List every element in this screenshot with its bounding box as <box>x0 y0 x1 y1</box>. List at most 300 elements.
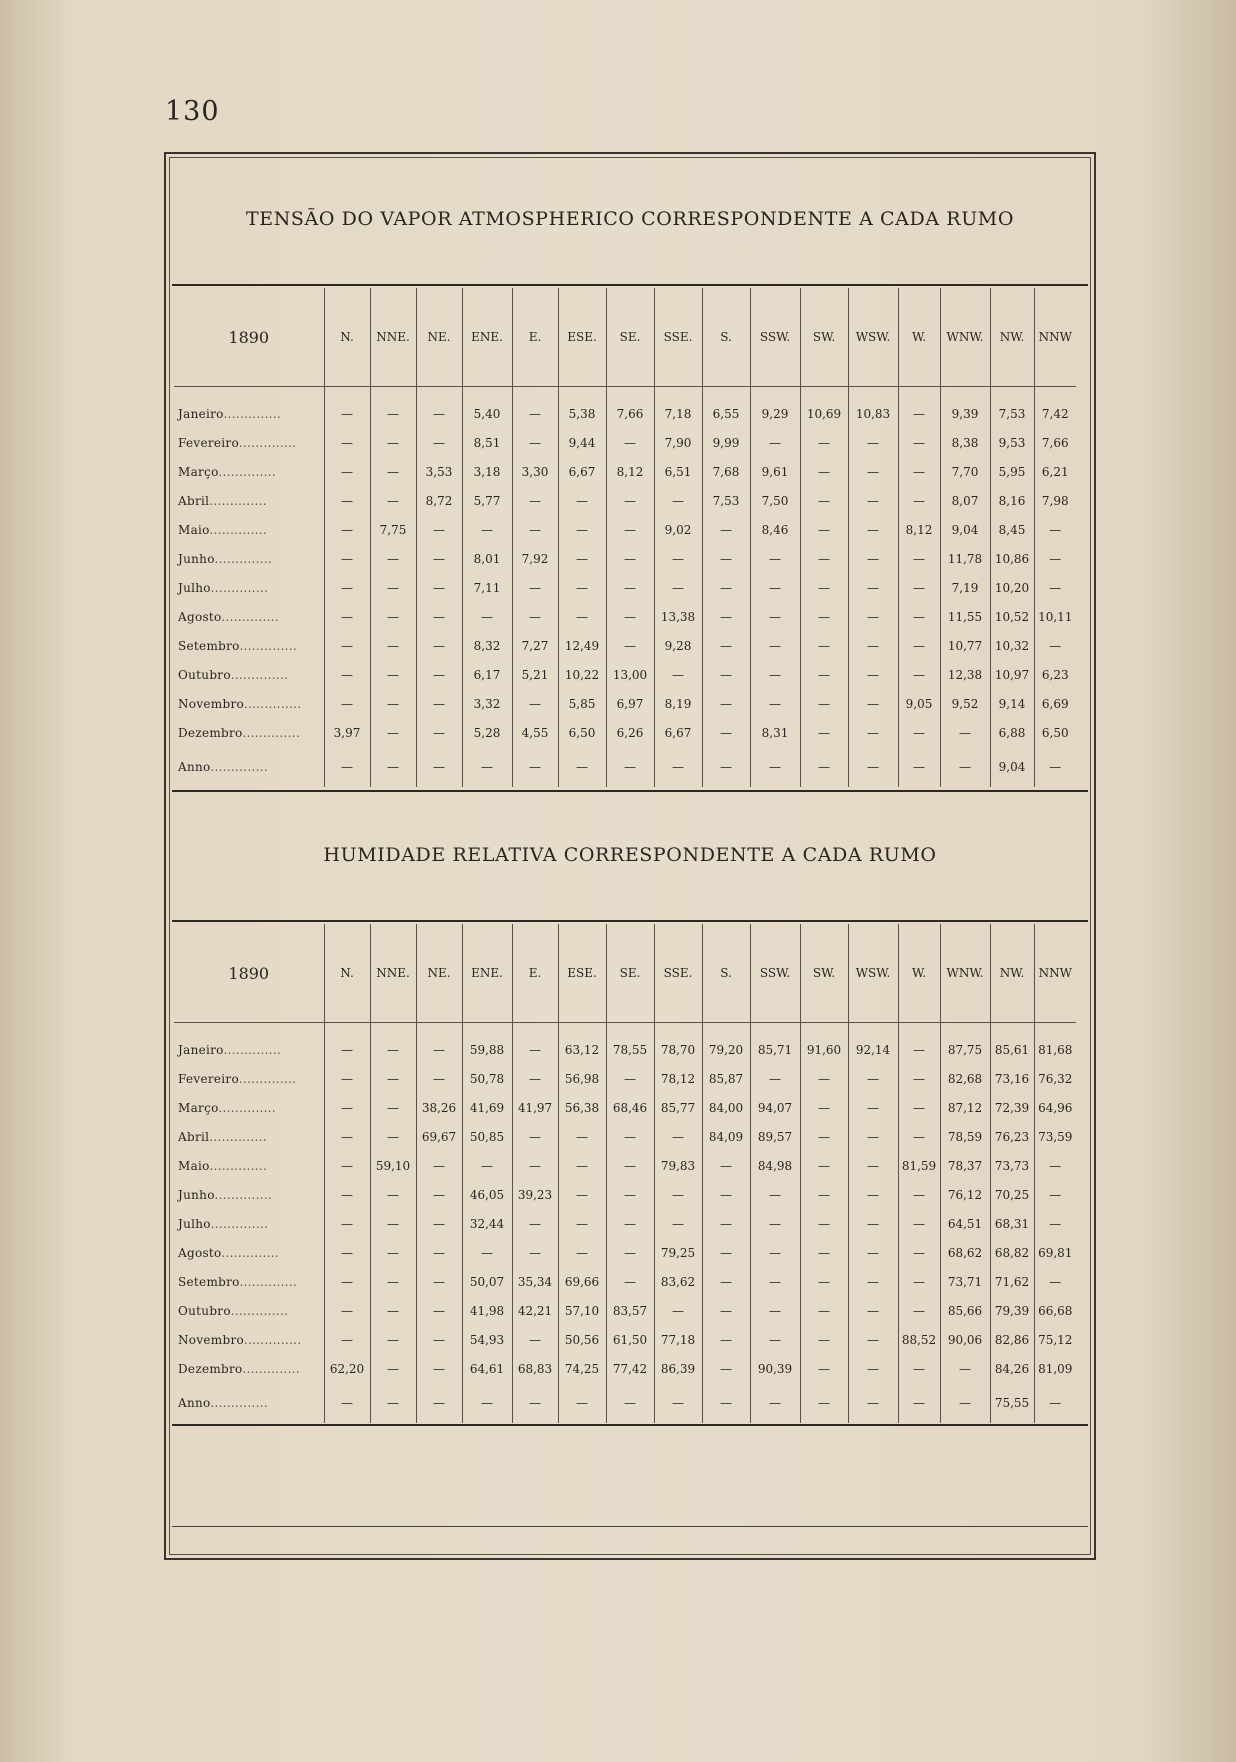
table-cell: — <box>898 573 940 602</box>
table-cell: 3,18 <box>462 457 512 486</box>
table-cell: — <box>558 1151 606 1180</box>
year-header: 1890 <box>174 288 324 387</box>
table-cell: — <box>370 1383 416 1423</box>
table-cell: 79,83 <box>654 1151 702 1180</box>
table-cell: 78,59 <box>940 1122 990 1151</box>
leader-dots: .............. <box>210 760 268 774</box>
month-name: Setembro <box>178 638 240 653</box>
table-cell: 90,06 <box>940 1325 990 1354</box>
table-cell: — <box>512 428 558 457</box>
table-cell: — <box>750 631 800 660</box>
table-cell: — <box>940 1354 990 1383</box>
table-cell: — <box>324 1064 370 1093</box>
month-name: Agosto <box>178 1245 222 1260</box>
table-cell: — <box>416 1238 462 1267</box>
table-cell: 10,77 <box>940 631 990 660</box>
table-cell: — <box>940 747 990 787</box>
table-cell: — <box>654 1122 702 1151</box>
table-row <box>174 1296 1076 1325</box>
table-cell: 81,09 <box>1034 1354 1076 1383</box>
table-cell: — <box>800 515 848 544</box>
table-cell: — <box>416 515 462 544</box>
table-cell: — <box>898 1180 940 1209</box>
table-cell: — <box>848 718 898 747</box>
table-cell: 10,86 <box>990 544 1034 573</box>
direction-header: NNE. <box>370 288 416 387</box>
table-cell: — <box>940 1383 990 1423</box>
table-cell: — <box>370 1209 416 1238</box>
table-row <box>174 718 1076 747</box>
table-cell: — <box>606 515 654 544</box>
direction-header: SE. <box>606 924 654 1023</box>
table-cell: — <box>558 573 606 602</box>
table-row <box>174 1151 1076 1180</box>
table-cell: 82,86 <box>990 1325 1034 1354</box>
table-cell: — <box>558 747 606 787</box>
table-cell: 69,81 <box>1034 1238 1076 1267</box>
table-cell: 6,55 <box>702 399 750 428</box>
month-label <box>174 486 324 515</box>
table-cell: — <box>898 660 940 689</box>
table-cell: — <box>654 573 702 602</box>
table-cell: — <box>512 1238 558 1267</box>
month-label <box>174 1093 324 1122</box>
table-cell: — <box>750 428 800 457</box>
table-cell: 6,50 <box>558 718 606 747</box>
table-row <box>174 631 1076 660</box>
direction-header: SW. <box>800 924 848 1023</box>
table-cell: 32,44 <box>462 1209 512 1238</box>
table-cell: — <box>606 428 654 457</box>
table-cell: — <box>416 660 462 689</box>
table-cell: — <box>462 747 512 787</box>
table-cell: 7,98 <box>1034 486 1076 515</box>
direction-header: SSE. <box>654 288 702 387</box>
table-cell: — <box>848 1267 898 1296</box>
table-cell: — <box>800 1209 848 1238</box>
month-name: Dezembro <box>178 725 243 740</box>
table-cell: 8,46 <box>750 515 800 544</box>
table-cell: — <box>898 544 940 573</box>
leader-dots: .............. <box>210 1396 268 1410</box>
table-cell: 84,09 <box>702 1122 750 1151</box>
leader-dots: .............. <box>209 1129 267 1144</box>
table-cell: 8,31 <box>750 718 800 747</box>
table-cell: — <box>1034 1180 1076 1209</box>
table-cell: 7,70 <box>940 457 990 486</box>
table-cell: — <box>324 1238 370 1267</box>
month-label <box>174 602 324 631</box>
table1-bottom-rule <box>172 790 1088 792</box>
table-cell: 8,72 <box>416 486 462 515</box>
table-cell: 35,34 <box>512 1267 558 1296</box>
table-cell: — <box>324 1151 370 1180</box>
table-cell: 6,26 <box>606 718 654 747</box>
table-cell: 79,20 <box>702 1035 750 1064</box>
table-cell: — <box>800 602 848 631</box>
table-cell: — <box>324 573 370 602</box>
table-cell: — <box>370 1180 416 1209</box>
table-cell: 62,20 <box>324 1354 370 1383</box>
table-cell: — <box>898 1093 940 1122</box>
table-cell: — <box>702 1325 750 1354</box>
table-cell: — <box>512 573 558 602</box>
table-cell: — <box>702 631 750 660</box>
table-cell: 75,55 <box>990 1383 1034 1423</box>
month-name: Junho <box>178 551 215 566</box>
table-cell: — <box>1034 1383 1076 1423</box>
leader-dots: .............. <box>209 522 268 537</box>
leader-dots: .............. <box>238 435 297 450</box>
table-cell: — <box>898 1238 940 1267</box>
table-cell: — <box>606 1238 654 1267</box>
table-cell: 68,31 <box>990 1209 1034 1238</box>
month-name: Outubro <box>178 667 231 682</box>
direction-header: WNW. <box>940 924 990 1023</box>
header-row <box>174 288 1076 387</box>
table-cell: — <box>702 515 750 544</box>
month-label <box>174 428 324 457</box>
table-cell: 81,68 <box>1034 1035 1076 1064</box>
table-cell: — <box>702 573 750 602</box>
month-name: Novembro <box>178 696 244 711</box>
leader-dots: .............. <box>221 1245 279 1260</box>
table-cell: 8,16 <box>990 486 1034 515</box>
table-cell: 54,93 <box>462 1325 512 1354</box>
table-cell: — <box>512 1383 558 1423</box>
leader-dots: .............. <box>210 580 269 595</box>
table-cell: — <box>848 486 898 515</box>
table-cell: — <box>848 515 898 544</box>
table-cell: 78,12 <box>654 1064 702 1093</box>
month-name: Agosto <box>178 609 222 624</box>
table-cell: 41,69 <box>462 1093 512 1122</box>
table-cell: — <box>898 1035 940 1064</box>
table-cell: — <box>848 602 898 631</box>
leader-dots: .............. <box>221 609 279 624</box>
table-cell: 76,32 <box>1034 1064 1076 1093</box>
direction-header: NNW <box>1034 288 1076 387</box>
table-cell: 39,23 <box>512 1180 558 1209</box>
table-cell: — <box>512 1035 558 1064</box>
table-cell: 8,32 <box>462 631 512 660</box>
table-cell: — <box>800 457 848 486</box>
table-cell: — <box>848 1209 898 1238</box>
table-cell: 78,70 <box>654 1035 702 1064</box>
table-cell: — <box>800 1180 848 1209</box>
table-cell: — <box>558 1180 606 1209</box>
table-cell: 59,88 <box>462 1035 512 1064</box>
table-cell: — <box>848 1325 898 1354</box>
table-cell: — <box>848 1180 898 1209</box>
table-cell: — <box>800 1325 848 1354</box>
table-cell: 9,04 <box>990 747 1034 787</box>
table-cell: — <box>800 1093 848 1122</box>
table-cell: — <box>654 1383 702 1423</box>
table-row <box>174 457 1076 486</box>
table-cell: 7,50 <box>750 486 800 515</box>
table-cell: 61,50 <box>606 1325 654 1354</box>
table-cell: 73,59 <box>1034 1122 1076 1151</box>
table-cell: — <box>800 689 848 718</box>
table-cell: — <box>606 1209 654 1238</box>
table-cell: — <box>898 718 940 747</box>
month-name: Fevereiro <box>178 1071 239 1086</box>
table-cell: — <box>606 1151 654 1180</box>
month-name: Março <box>178 464 219 479</box>
table-cell: — <box>512 1325 558 1354</box>
table-cell: — <box>702 1296 750 1325</box>
table-cell: — <box>324 1180 370 1209</box>
table-cell: 78,55 <box>606 1035 654 1064</box>
table-cell: — <box>848 660 898 689</box>
leader-dots: .............. <box>210 1216 269 1231</box>
table-cell: — <box>606 544 654 573</box>
month-label <box>174 1064 324 1093</box>
table-cell: — <box>898 428 940 457</box>
month-name: Dezembro <box>178 1361 243 1376</box>
table-cell: — <box>370 718 416 747</box>
table-cell: — <box>654 660 702 689</box>
table-cell: 10,22 <box>558 660 606 689</box>
page-number: 130 <box>165 96 220 127</box>
month-name: Julho <box>178 580 211 595</box>
table-cell: 6,97 <box>606 689 654 718</box>
table-cell: 69,67 <box>416 1122 462 1151</box>
table-cell: — <box>512 1209 558 1238</box>
table-cell: — <box>370 573 416 602</box>
table-cell: — <box>898 457 940 486</box>
table-cell: 79,25 <box>654 1238 702 1267</box>
table-cell: — <box>512 399 558 428</box>
table-cell: 50,56 <box>558 1325 606 1354</box>
table-cell: 9,29 <box>750 399 800 428</box>
table-cell: — <box>370 428 416 457</box>
table-cell: — <box>750 1267 800 1296</box>
table-cell: — <box>370 1238 416 1267</box>
leader-dots: .............. <box>243 696 302 711</box>
table-row <box>174 1035 1076 1064</box>
table-cell: 84,26 <box>990 1354 1034 1383</box>
table-cell: 87,12 <box>940 1093 990 1122</box>
leader-dots: .............. <box>230 1303 289 1318</box>
table-cell: 3,32 <box>462 689 512 718</box>
table-cell: — <box>1034 544 1076 573</box>
table-cell: 41,98 <box>462 1296 512 1325</box>
table-cell: 4,55 <box>512 718 558 747</box>
table-cell: — <box>848 544 898 573</box>
table-row <box>174 1209 1076 1238</box>
table-cell: 82,68 <box>940 1064 990 1093</box>
table-row <box>174 747 1076 787</box>
table-cell: — <box>324 1267 370 1296</box>
table-cell: 81,59 <box>898 1151 940 1180</box>
table-cell: 9,02 <box>654 515 702 544</box>
month-label <box>174 457 324 486</box>
table-cell: — <box>606 1383 654 1423</box>
table-cell: — <box>512 1064 558 1093</box>
month-label <box>174 1296 324 1325</box>
table-cell: — <box>702 1209 750 1238</box>
table-cell: — <box>848 1296 898 1325</box>
table-cell: — <box>606 602 654 631</box>
table-cell: — <box>750 1238 800 1267</box>
table-cell: — <box>898 1383 940 1423</box>
table-cell: 68,62 <box>940 1238 990 1267</box>
month-name: Novembro <box>178 1332 244 1347</box>
table-cell: — <box>750 1180 800 1209</box>
table-cell: 8,01 <box>462 544 512 573</box>
direction-header: E. <box>512 924 558 1023</box>
direction-header: WNW. <box>940 288 990 387</box>
table-cell: — <box>848 1238 898 1267</box>
table-cell: — <box>416 573 462 602</box>
month-label <box>174 1122 324 1151</box>
table-cell: — <box>558 1238 606 1267</box>
table-cell: — <box>370 1325 416 1354</box>
table-cell: — <box>324 747 370 787</box>
table-cell: — <box>370 747 416 787</box>
table-cell: 84,98 <box>750 1151 800 1180</box>
table-cell: 9,52 <box>940 689 990 718</box>
table-cell: — <box>800 660 848 689</box>
table-cell: — <box>370 544 416 573</box>
table-cell: 8,38 <box>940 428 990 457</box>
table-cell: 42,21 <box>512 1296 558 1325</box>
month-label <box>174 631 324 660</box>
table-cell: — <box>702 747 750 787</box>
table-cell: — <box>462 515 512 544</box>
table-cell: — <box>898 399 940 428</box>
table-cell: — <box>512 515 558 544</box>
table-cell: 46,05 <box>462 1180 512 1209</box>
table2-bottom-rule <box>172 1424 1088 1426</box>
table-cell: — <box>324 1296 370 1325</box>
table-cell: — <box>750 1209 800 1238</box>
table-cell: — <box>848 1151 898 1180</box>
table-cell: 6,50 <box>1034 718 1076 747</box>
table-cell: — <box>370 602 416 631</box>
table-cell: — <box>898 1209 940 1238</box>
month-label <box>174 1238 324 1267</box>
table-cell: — <box>416 1064 462 1093</box>
month-name: Abril <box>178 1129 210 1144</box>
direction-header: NE. <box>416 288 462 387</box>
table-cell: — <box>848 1093 898 1122</box>
month-name: Junho <box>178 1187 215 1202</box>
table-cell: — <box>1034 1267 1076 1296</box>
table-row <box>174 399 1076 428</box>
table-cell: 7,27 <box>512 631 558 660</box>
table-cell: — <box>940 718 990 747</box>
table-cell: — <box>416 1035 462 1064</box>
direction-header: ENE. <box>462 288 512 387</box>
table-cell: 5,38 <box>558 399 606 428</box>
table-cell: — <box>324 428 370 457</box>
month-name: Maio <box>178 522 210 537</box>
table-cell: 38,26 <box>416 1093 462 1122</box>
table1-top-rule <box>172 284 1088 286</box>
table-cell: — <box>848 428 898 457</box>
table1-title: TENSÃO DO VAPOR ATMOSPHERICO CORRESPONDENTE A CADA RUMO <box>245 208 1015 230</box>
leader-dots: .............. <box>243 1332 302 1347</box>
table-cell: — <box>800 718 848 747</box>
table-cell: 89,57 <box>750 1122 800 1151</box>
month-name: Maio <box>178 1158 210 1173</box>
table-cell: — <box>370 631 416 660</box>
table-cell: — <box>800 486 848 515</box>
table-cell: — <box>324 1325 370 1354</box>
table-cell: 5,28 <box>462 718 512 747</box>
table-cell: — <box>324 515 370 544</box>
table-cell: — <box>848 747 898 787</box>
table-cell: — <box>1034 747 1076 787</box>
table-cell: 85,87 <box>702 1064 750 1093</box>
table-cell: — <box>800 1383 848 1423</box>
table-cell: — <box>750 660 800 689</box>
table-cell: 10,11 <box>1034 602 1076 631</box>
table-row <box>174 515 1076 544</box>
table-cell: — <box>606 1122 654 1151</box>
table-cell: 8,19 <box>654 689 702 718</box>
table-cell: 7,92 <box>512 544 558 573</box>
table-cell: 73,71 <box>940 1267 990 1296</box>
table-cell: — <box>848 1064 898 1093</box>
table-cell: — <box>606 486 654 515</box>
table-cell: — <box>324 544 370 573</box>
direction-header: N. <box>324 924 370 1023</box>
table-cell: — <box>558 602 606 631</box>
table-cell: 76,23 <box>990 1122 1034 1151</box>
direction-header: SSW. <box>750 288 800 387</box>
table-cell: 68,46 <box>606 1093 654 1122</box>
table-cell: — <box>702 1180 750 1209</box>
table-cell: 83,62 <box>654 1267 702 1296</box>
header-row <box>174 924 1076 1023</box>
table-cell: — <box>416 1209 462 1238</box>
leader-dots: .............. <box>242 1361 300 1376</box>
table-cell: 10,52 <box>990 602 1034 631</box>
leader-dots: .............. <box>242 725 300 740</box>
table-cell: — <box>370 1122 416 1151</box>
table-row <box>174 486 1076 515</box>
table-cell: — <box>898 1122 940 1151</box>
month-name: Janeiro <box>178 406 224 421</box>
table-cell: — <box>750 747 800 787</box>
table-cell: — <box>800 1267 848 1296</box>
table-cell: 6,51 <box>654 457 702 486</box>
month-name: Anno <box>178 1396 211 1410</box>
table-cell: — <box>558 1383 606 1423</box>
table-cell: 73,16 <box>990 1064 1034 1093</box>
table-cell: — <box>898 631 940 660</box>
table-cell: — <box>654 1209 702 1238</box>
table-cell: — <box>654 544 702 573</box>
table-cell: 7,66 <box>606 399 654 428</box>
table-cell: — <box>416 544 462 573</box>
table-cell: 66,68 <box>1034 1296 1076 1325</box>
table-cell: 8,07 <box>940 486 990 515</box>
table-cell: — <box>370 660 416 689</box>
month-name: Março <box>178 1100 219 1115</box>
direction-header: SSW. <box>750 924 800 1023</box>
table-row <box>174 428 1076 457</box>
direction-header: NW. <box>990 288 1034 387</box>
table-row <box>174 1238 1076 1267</box>
direction-header: N. <box>324 288 370 387</box>
month-label <box>174 573 324 602</box>
table-cell: 78,37 <box>940 1151 990 1180</box>
